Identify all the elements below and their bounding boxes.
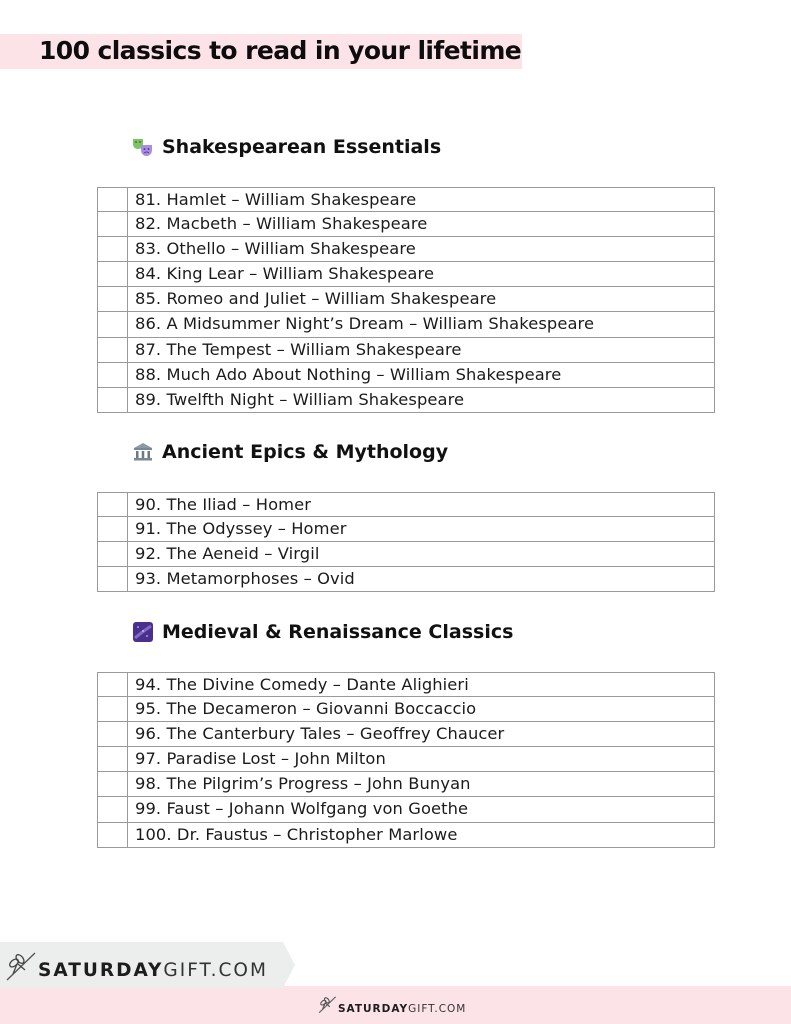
checkbox-cell[interactable] [98,772,128,796]
checkbox-cell[interactable] [98,517,128,541]
book-title: 86. A Midsummer Night’s Dream – William Shakespeare [135,314,595,334]
checkbox-cell[interactable] [98,363,128,387]
checkbox-cell[interactable] [98,542,128,566]
section-title: Medieval & Renaissance Classics [162,621,514,643]
checkbox-cell[interactable] [98,237,128,261]
checkbox-cell[interactable] [98,262,128,286]
brand-tag-point [283,942,295,988]
book-title: 98. The Pilgrim’s Progress – John Bunyan [135,774,471,794]
book-title: 85. Romeo and Juliet – William Shakespeare [135,289,497,309]
brand-strong: SATURDAY [338,1003,409,1015]
list-item [97,212,715,237]
list-item [97,338,715,363]
section-heading-shakespeare [132,133,441,161]
list-item [97,388,715,413]
list-item [97,287,715,312]
list-item [97,797,715,822]
brand-logo-large [38,959,268,983]
checkbox-cell[interactable] [98,747,128,771]
brand-logo-small [338,1002,466,1016]
book-title: 89. Twelfth Night – William Shakespeare [135,389,465,409]
book-title: 82. Macbeth – William Shakespeare [135,214,428,234]
book-title: 100. Dr. Faustus – Christopher Marlowe [135,824,458,844]
checkbox-cell[interactable] [98,722,128,746]
list-item [97,262,715,287]
book-title: 90. The Iliad – Homer [135,495,312,514]
book-title: 95. The Decameron – Giovanni Boccaccio [135,699,477,719]
book-title: 99. Faust – Johann Wolfgang von Goethe [135,799,469,819]
checkbox-cell[interactable] [98,493,128,516]
section-heading-ancient-epics [132,438,448,466]
checkbox-cell[interactable] [98,673,128,696]
list-item [97,722,715,747]
book-title: 81. Hamlet – William Shakespeare [135,190,417,209]
list-item [97,187,715,212]
list-item [97,567,715,592]
gift-bow-logo-icon [5,950,39,988]
list-item [97,363,715,388]
section-heading-medieval [132,618,513,646]
list-item [97,542,715,567]
list-item [97,312,715,337]
checkbox-cell[interactable] [98,388,128,412]
book-title: 92. The Aeneid – Virgil [135,544,320,564]
brand-light: GIFT.COM [163,960,268,981]
book-title: 94. The Divine Comedy – Dante Alighieri [135,675,469,694]
book-title: 93. Metamorphoses – Ovid [135,569,355,589]
list-item [97,747,715,772]
checkbox-cell[interactable] [98,823,128,847]
performing-arts-masks-icon [132,137,154,157]
reading-list-shakespeare [97,187,715,413]
list-item [97,772,715,797]
milky-way-icon [132,622,154,642]
classical-building-icon [132,442,154,462]
list-item [97,237,715,262]
checkbox-cell[interactable] [98,567,128,591]
checkbox-cell[interactable] [98,797,128,821]
checkbox-cell[interactable] [98,287,128,311]
checkbox-cell[interactable] [98,338,128,362]
checkbox-cell[interactable] [98,212,128,236]
book-title: 91. The Odyssey – Homer [135,519,347,539]
checkbox-cell[interactable] [98,697,128,721]
brand-strong: SATURDAY [38,960,164,981]
reading-list-medieval [97,672,715,848]
list-item [97,697,715,722]
section-title: Shakespearean Essentials [162,136,442,158]
book-title: 83. Othello – William Shakespeare [135,239,416,259]
brand-light: GIFT.COM [408,1003,467,1015]
list-item [97,517,715,542]
section-title: Ancient Epics & Mythology [162,441,449,463]
checkbox-cell[interactable] [98,188,128,211]
list-item [97,492,715,517]
page-title: 100 classics to read in your lifetime [39,36,522,65]
book-title: 87. The Tempest – William Shakespeare [135,339,462,359]
book-title: 96. The Canterbury Tales – Geoffrey Chaucer [135,724,505,744]
reading-list-ancient-epics [97,492,715,592]
book-title: 97. Paradise Lost – John Milton [135,749,386,769]
checkbox-cell[interactable] [98,312,128,336]
list-item [97,823,715,848]
gift-bow-logo-small-icon [318,995,338,1019]
list-item [97,672,715,697]
book-title: 88. Much Ado About Nothing – William Shakespeare [135,364,562,384]
book-title: 84. King Lear – William Shakespeare [135,264,435,284]
